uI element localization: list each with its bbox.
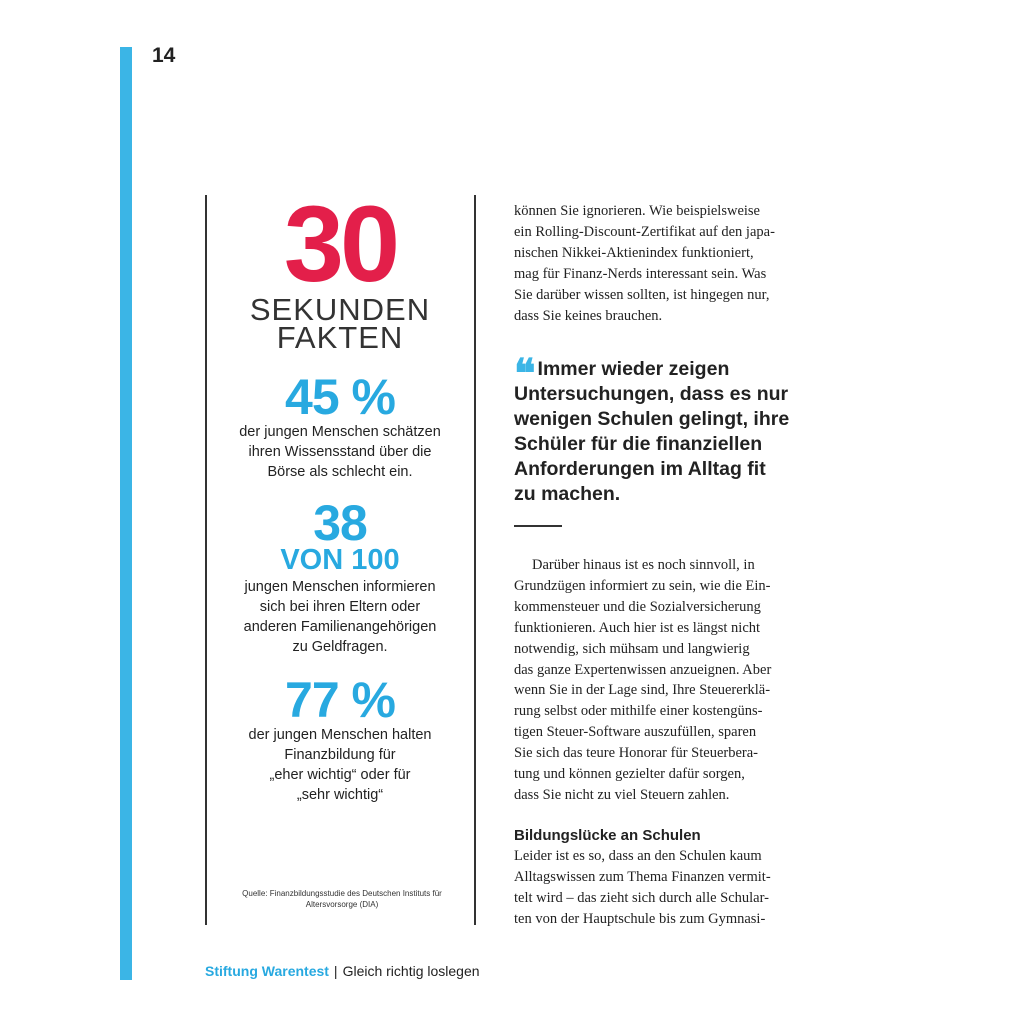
- fact-text-line: „sehr wichtig“: [296, 787, 384, 803]
- body-line: Alltagswissen zum Thema Finanzen vermit-: [514, 868, 771, 885]
- footer-brand: Stiftung Warentest: [205, 963, 329, 979]
- fact-box-title-line: FAKTEN: [276, 320, 404, 355]
- section-heading: Bildungslücke an Schulen: [514, 827, 701, 844]
- fact-box-source: [222, 888, 462, 910]
- page-number: 14: [152, 44, 176, 67]
- fact-text-line: der jungen Menschen halten: [248, 727, 432, 743]
- fact-value: 45 %: [285, 369, 395, 425]
- factbox-right-rule: [474, 195, 476, 925]
- fact-text-line: zu Geldfragen.: [292, 639, 388, 655]
- pull-quote: [514, 350, 814, 507]
- quote-line: Schüler für die finanziellen: [514, 433, 763, 455]
- fact-text: [207, 422, 473, 482]
- body-line: nischen Nikkei-Aktienindex funktioniert,: [514, 244, 754, 261]
- accent-side-bar: [120, 47, 132, 980]
- body-line: funktionieren. Auch hier ist es längst nicht: [514, 619, 761, 636]
- body-line: Sie sich das teure Honorar für Steuerbera-: [514, 745, 758, 762]
- source-line: Altersvorsorge (DIA): [305, 900, 379, 909]
- fact-box-title: [207, 292, 473, 355]
- body-line: Sie darüber wissen sollten, ist hingegen nur,: [514, 286, 770, 303]
- quote-line: wenigen Schulen gelingt, ihre: [514, 408, 790, 430]
- footer-separator: |: [333, 963, 338, 979]
- fact-box-title-line: SEKUNDEN: [249, 292, 431, 327]
- fact-text-line: Finanzbildung für: [284, 747, 396, 763]
- fact-text-line: jungen Menschen informieren: [244, 579, 436, 595]
- fact-item: [207, 672, 473, 805]
- fact-item: [207, 369, 473, 482]
- fact-value: 77 %: [285, 672, 395, 728]
- body-line: mag für Finanz-Nerds interessant sein. Was: [514, 265, 767, 282]
- body-line: dass Sie nicht zu viel Steuern zahlen.: [514, 786, 730, 803]
- body-line: tigen Steuer-Software auszufüllen, sparen: [514, 724, 757, 741]
- body-line: können Sie ignorieren. Wie beispielsweise: [514, 203, 760, 219]
- fact-text: [207, 725, 473, 805]
- page-footer: [205, 963, 480, 979]
- fact-value: 38: [313, 495, 367, 551]
- body-line: notwendig, sich mühsam und langwierig: [514, 640, 750, 657]
- body-line: tung und können gezielter dafür sorgen,: [514, 766, 745, 783]
- quote-line: Anforderungen im Alltag fit: [514, 458, 766, 480]
- quote-line: Untersuchungen, dass es nur: [514, 383, 789, 405]
- fact-text-line: anderen Familienangehörigen: [243, 619, 437, 635]
- footer-book-title: Gleich richtig loslegen: [342, 963, 480, 979]
- body-line: ten von der Hauptschule bis zum Gymnasi-: [514, 910, 766, 927]
- fact-text-line: sich bei ihren Eltern oder: [259, 599, 421, 615]
- quote-line: zu machen.: [514, 483, 621, 505]
- body-paragraph: [514, 555, 805, 806]
- fact-value-sub: VON 100: [280, 544, 400, 576]
- body-line: kommensteuer und die Sozialversicherung: [514, 598, 761, 615]
- quote-divider: [514, 525, 562, 527]
- source-line: Quelle: Finanzbildungsstudie des Deutschen Instituts für: [242, 889, 442, 898]
- fact-box-big-number: 30: [283, 183, 397, 304]
- fact-box: [207, 183, 473, 805]
- fact-text-line: der jungen Menschen schätzen: [239, 424, 441, 440]
- body-paragraph: [514, 201, 805, 326]
- quote-line: ❝ Immer wieder zeigen: [514, 350, 730, 397]
- fact-text-line: ihren Wissensstand über die: [248, 444, 432, 460]
- body-line: Leider ist es so, dass an den Schulen kaum: [514, 848, 762, 864]
- body-line: das ganze Expertenwissen anzueignen. Aber: [514, 661, 772, 678]
- body-line: rung selbst oder mithilfe einer kostengüns-: [514, 703, 763, 720]
- fact-text: [207, 577, 473, 657]
- body-line: ein Rolling-Discount-Zertifikat auf den japa-: [514, 223, 775, 240]
- body-line: telt wird – das zieht sich durch alle Schular-: [514, 889, 769, 906]
- body-line: dass Sie keines brauchen.: [514, 307, 663, 324]
- body-line: Grundzügen informiert zu sein, wie die Ein-: [514, 577, 771, 594]
- fact-item: [207, 495, 473, 657]
- fact-text-line: Börse als schlecht ein.: [267, 464, 413, 480]
- section: [514, 825, 805, 930]
- fact-text-line: „eher wichtig“ oder für: [269, 767, 411, 783]
- body-line: Darüber hinaus ist es noch sinnvoll, in: [532, 557, 755, 573]
- body-line: wenn Sie in der Lage sind, Ihre Steuererklä-: [514, 682, 771, 699]
- quote-marks-icon: ❝: [514, 350, 532, 397]
